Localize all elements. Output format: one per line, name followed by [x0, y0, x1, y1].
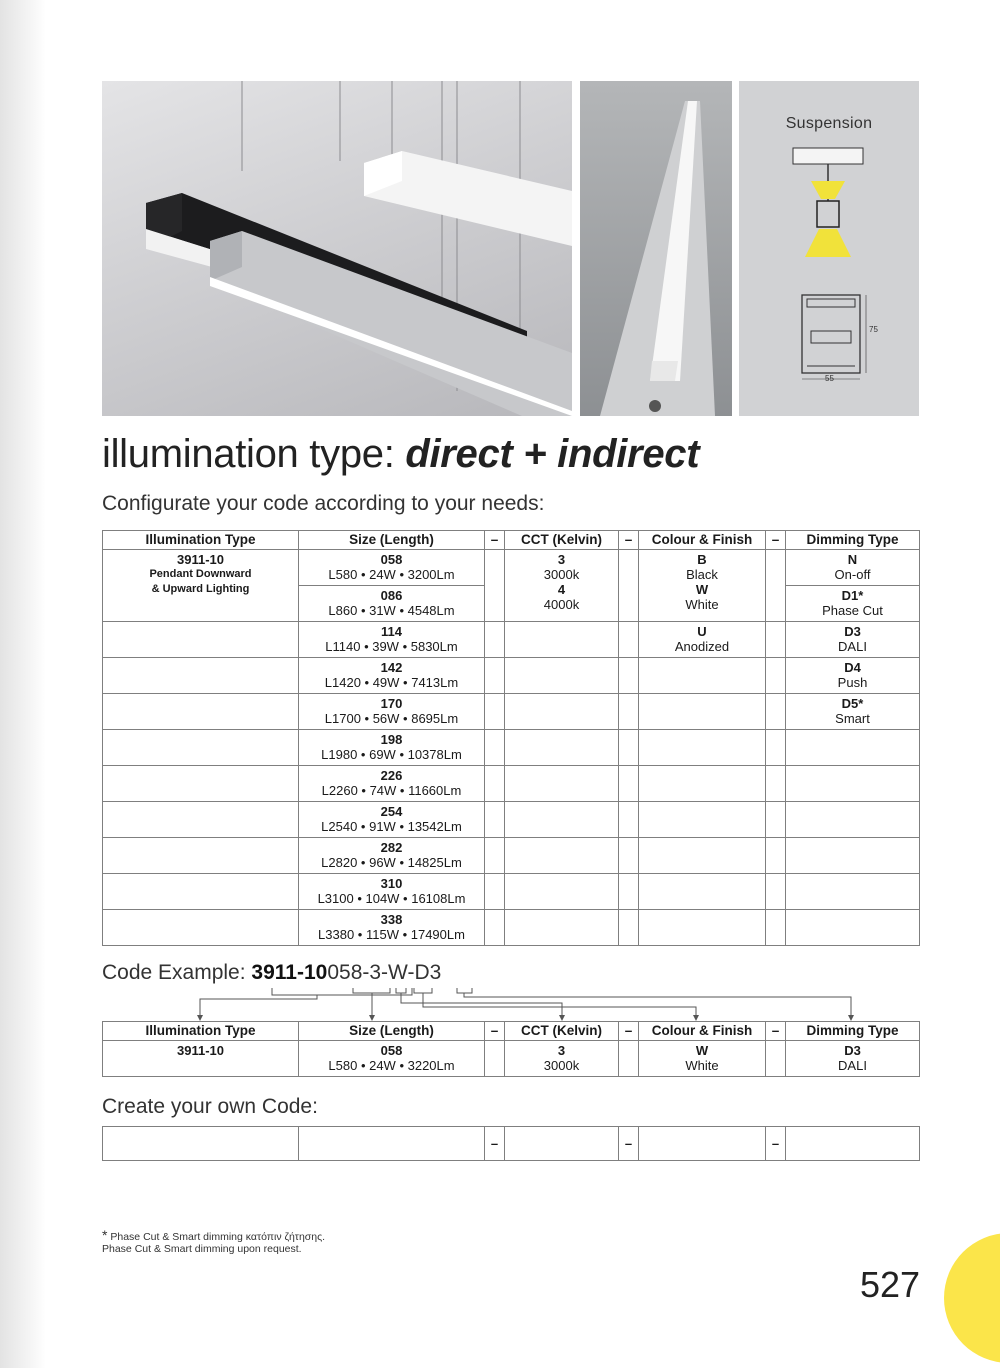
- empty-cell: [485, 622, 505, 658]
- empty-cell: [505, 658, 619, 694]
- empty-cell: [505, 622, 619, 658]
- footnote-star: *: [102, 1227, 108, 1243]
- header-dimming: Dimming Type: [786, 1022, 920, 1041]
- size-cell: [299, 586, 485, 622]
- size-desc: L1140 • 39W • 5830Lm: [325, 639, 458, 654]
- illumination-line1: Pendant Downward: [149, 568, 252, 580]
- cct-code: 3: [557, 552, 566, 567]
- header-dash: –: [485, 531, 505, 550]
- create-cct-field[interactable]: [505, 1127, 619, 1161]
- table-row: [103, 730, 920, 766]
- dimming-code: D5*: [841, 696, 864, 711]
- example-illumination-cell: [103, 1041, 299, 1077]
- example-illumination-code: 3911-10: [177, 1043, 224, 1058]
- size-code: 310: [380, 876, 403, 891]
- page-badge-circle: [944, 1233, 1000, 1363]
- size-desc: L3380 • 115W • 17490Lm: [318, 927, 465, 942]
- empty-cell: [103, 622, 299, 658]
- empty-cell: [766, 622, 786, 658]
- example-size-code: 058: [380, 1043, 403, 1058]
- dash-cell: [619, 550, 639, 622]
- size-cell: [299, 910, 485, 946]
- empty-cell: [766, 658, 786, 694]
- suspension-diagram: [739, 81, 919, 416]
- colour-code: U: [697, 624, 707, 639]
- code-example-label: Code Example:: [102, 961, 252, 984]
- dimming-code: D1*: [841, 588, 864, 603]
- product-photo: [102, 81, 572, 416]
- table-row: [103, 1127, 920, 1161]
- code-example-table: [102, 1021, 920, 1077]
- dimming-desc: On-off: [834, 567, 871, 582]
- code-example-rest: 058-3-W-D3: [327, 961, 442, 984]
- size-cell: [299, 766, 485, 802]
- size-cell: [299, 802, 485, 838]
- example-cct-code: 3: [557, 1043, 566, 1058]
- size-cell: [299, 694, 485, 730]
- profile-detail-illustration: [580, 81, 732, 416]
- dimming-desc: Smart: [835, 711, 870, 726]
- header-dash: –: [766, 1022, 786, 1041]
- example-colour-cell: [639, 1041, 766, 1077]
- size-code: 142: [380, 660, 403, 675]
- header-dash: –: [619, 1022, 639, 1041]
- create-code-title: Create your own Code:: [102, 1095, 318, 1118]
- dimming-desc: Phase Cut: [822, 603, 883, 618]
- size-desc: L1700 • 56W • 8695Lm: [324, 711, 459, 726]
- header-illumination: Illumination Type: [103, 531, 299, 550]
- code-example-arrows: [102, 985, 919, 1023]
- page-subtitle: Configurate your code according to your needs:: [102, 492, 545, 515]
- size-code: 198: [380, 732, 403, 747]
- code-example-bold: 3911-10: [251, 961, 328, 984]
- cct-code: 4: [557, 582, 566, 597]
- configuration-table: [102, 530, 920, 946]
- empty-cell: [639, 694, 766, 730]
- dimming-cell: [786, 550, 920, 586]
- empty-cell: [766, 694, 786, 730]
- size-cell: [299, 658, 485, 694]
- empty-cell: [485, 658, 505, 694]
- table-header-row: [103, 1022, 920, 1041]
- dimming-cell: [786, 586, 920, 622]
- size-code: 086: [380, 588, 403, 603]
- size-desc: L1980 • 69W • 10378Lm: [321, 747, 462, 762]
- size-cell: [299, 874, 485, 910]
- dimension-height: 75: [869, 325, 878, 334]
- header-dash: –: [485, 1022, 505, 1041]
- empty-cell: [619, 658, 639, 694]
- empty-cell: [505, 694, 619, 730]
- page-edge-shade: [0, 0, 46, 1368]
- size-code: 282: [380, 840, 403, 855]
- pendant-lights-illustration: [102, 81, 572, 416]
- suspension-label: Suspension: [785, 115, 873, 132]
- dimming-cell: [786, 694, 920, 730]
- cct-cell: [505, 550, 619, 622]
- table-row: [103, 658, 920, 694]
- header-dash: –: [766, 531, 786, 550]
- table-row: [103, 874, 920, 910]
- header-colour: Colour & Finish: [639, 531, 766, 550]
- size-desc: L1420 • 49W • 7413Lm: [324, 675, 459, 690]
- header-dash: –: [619, 531, 639, 550]
- illumination-cell: [103, 550, 299, 622]
- example-cct-desc: 3000k: [543, 1058, 580, 1073]
- header-cct: CCT (Kelvin): [505, 1022, 619, 1041]
- footnote-line1: Phase Cut & Smart dimming κατόπιν ζήτησης.: [110, 1231, 326, 1243]
- size-desc: L3100 • 104W • 16108Lm: [317, 891, 466, 906]
- footnote: [102, 1229, 325, 1255]
- create-colour-field[interactable]: [639, 1127, 766, 1161]
- example-colour-code: W: [695, 1043, 709, 1058]
- example-dimming-code: D3: [844, 1043, 861, 1058]
- dash-cell: [766, 550, 786, 622]
- empty-cell: [619, 694, 639, 730]
- table-row: [103, 622, 920, 658]
- title-prefix: illumination type:: [102, 432, 406, 476]
- colour-desc: White: [685, 597, 719, 612]
- header-size: Size (Length): [299, 531, 485, 550]
- product-detail-photo: [580, 81, 732, 416]
- create-size-field[interactable]: [299, 1127, 485, 1161]
- dash-cell: [619, 1041, 639, 1077]
- table-row: [103, 694, 920, 730]
- size-code: 058: [380, 552, 403, 567]
- header-colour: Colour & Finish: [639, 1022, 766, 1041]
- empty-cell: [103, 694, 299, 730]
- size-cell: [299, 730, 485, 766]
- create-illumination-field[interactable]: [103, 1127, 299, 1161]
- size-code: 226: [380, 768, 403, 783]
- size-desc: L2540 • 91W • 13542Lm: [321, 819, 462, 834]
- dimming-cell: [786, 658, 920, 694]
- example-dimming-desc: DALI: [838, 1058, 867, 1073]
- size-desc: L580 • 24W • 3200Lm: [328, 567, 455, 582]
- colour-cell: [639, 622, 766, 658]
- colour-code: W: [695, 582, 709, 597]
- size-code: 254: [380, 804, 403, 819]
- header-dimming: Dimming Type: [786, 531, 920, 550]
- cct-desc: 4000k: [543, 597, 580, 612]
- dimming-code: N: [847, 552, 858, 567]
- header-size: Size (Length): [299, 1022, 485, 1041]
- empty-cell: [103, 658, 299, 694]
- example-dimming-cell: [786, 1041, 920, 1077]
- size-code: 114: [381, 624, 402, 639]
- header-cct: CCT (Kelvin): [505, 531, 619, 550]
- dimming-code: D3: [844, 624, 861, 639]
- table-header-row: [103, 531, 920, 550]
- footnote-line2: Phase Cut & Smart dimming upon request.: [102, 1243, 302, 1255]
- empty-cell: [639, 658, 766, 694]
- dimming-desc: DALI: [838, 639, 867, 654]
- colour-cell: [639, 550, 766, 622]
- dash-cell: [485, 1041, 505, 1077]
- size-code: 170: [380, 696, 403, 711]
- size-desc: L2820 • 96W • 14825Lm: [321, 855, 462, 870]
- example-size-cell: [299, 1041, 485, 1077]
- create-dash: –: [766, 1127, 786, 1161]
- table-row: [103, 766, 920, 802]
- title-emphasis: direct + indirect: [405, 432, 700, 476]
- code-example-line: [102, 961, 441, 985]
- table-row: [103, 802, 920, 838]
- create-dash: –: [619, 1127, 639, 1161]
- example-size-desc: L580 • 24W • 3220Lm: [328, 1058, 455, 1073]
- dash-cell: [766, 1041, 786, 1077]
- empty-cell: [485, 694, 505, 730]
- size-cell: [299, 622, 485, 658]
- colour-code: B: [697, 552, 707, 567]
- size-desc: L860 • 31W • 4548Lm: [328, 603, 455, 618]
- dimming-code: D4: [844, 660, 861, 675]
- size-code: 338: [380, 912, 403, 927]
- create-dash: –: [485, 1127, 505, 1161]
- table-row: [103, 838, 920, 874]
- dimming-desc: Push: [837, 675, 868, 690]
- suspension-diagram-panel: [739, 81, 919, 416]
- table-row: [103, 550, 920, 586]
- colour-desc: Black: [686, 567, 718, 582]
- size-desc: L2260 • 74W • 11660Lm: [321, 783, 462, 798]
- page-title: [102, 432, 699, 477]
- dash-cell: [485, 550, 505, 622]
- create-code-table: [102, 1126, 920, 1161]
- table-row: [103, 910, 920, 946]
- header-illumination: Illumination Type: [103, 1022, 299, 1041]
- dimension-width: 55: [825, 374, 834, 383]
- dimming-cell: [786, 622, 920, 658]
- cct-desc: 3000k: [543, 567, 580, 582]
- create-dimming-field[interactable]: [786, 1127, 920, 1161]
- illumination-code: 3911-10: [177, 552, 224, 567]
- empty-cell: [619, 622, 639, 658]
- example-colour-desc: White: [685, 1058, 719, 1073]
- colour-desc: Anodized: [674, 639, 730, 654]
- page-number: 527: [860, 1264, 921, 1305]
- illumination-line2: & Upward Lighting: [151, 583, 250, 595]
- size-cell: [299, 550, 485, 586]
- table-row: [103, 1041, 920, 1077]
- example-cct-cell: [505, 1041, 619, 1077]
- size-cell: [299, 838, 485, 874]
